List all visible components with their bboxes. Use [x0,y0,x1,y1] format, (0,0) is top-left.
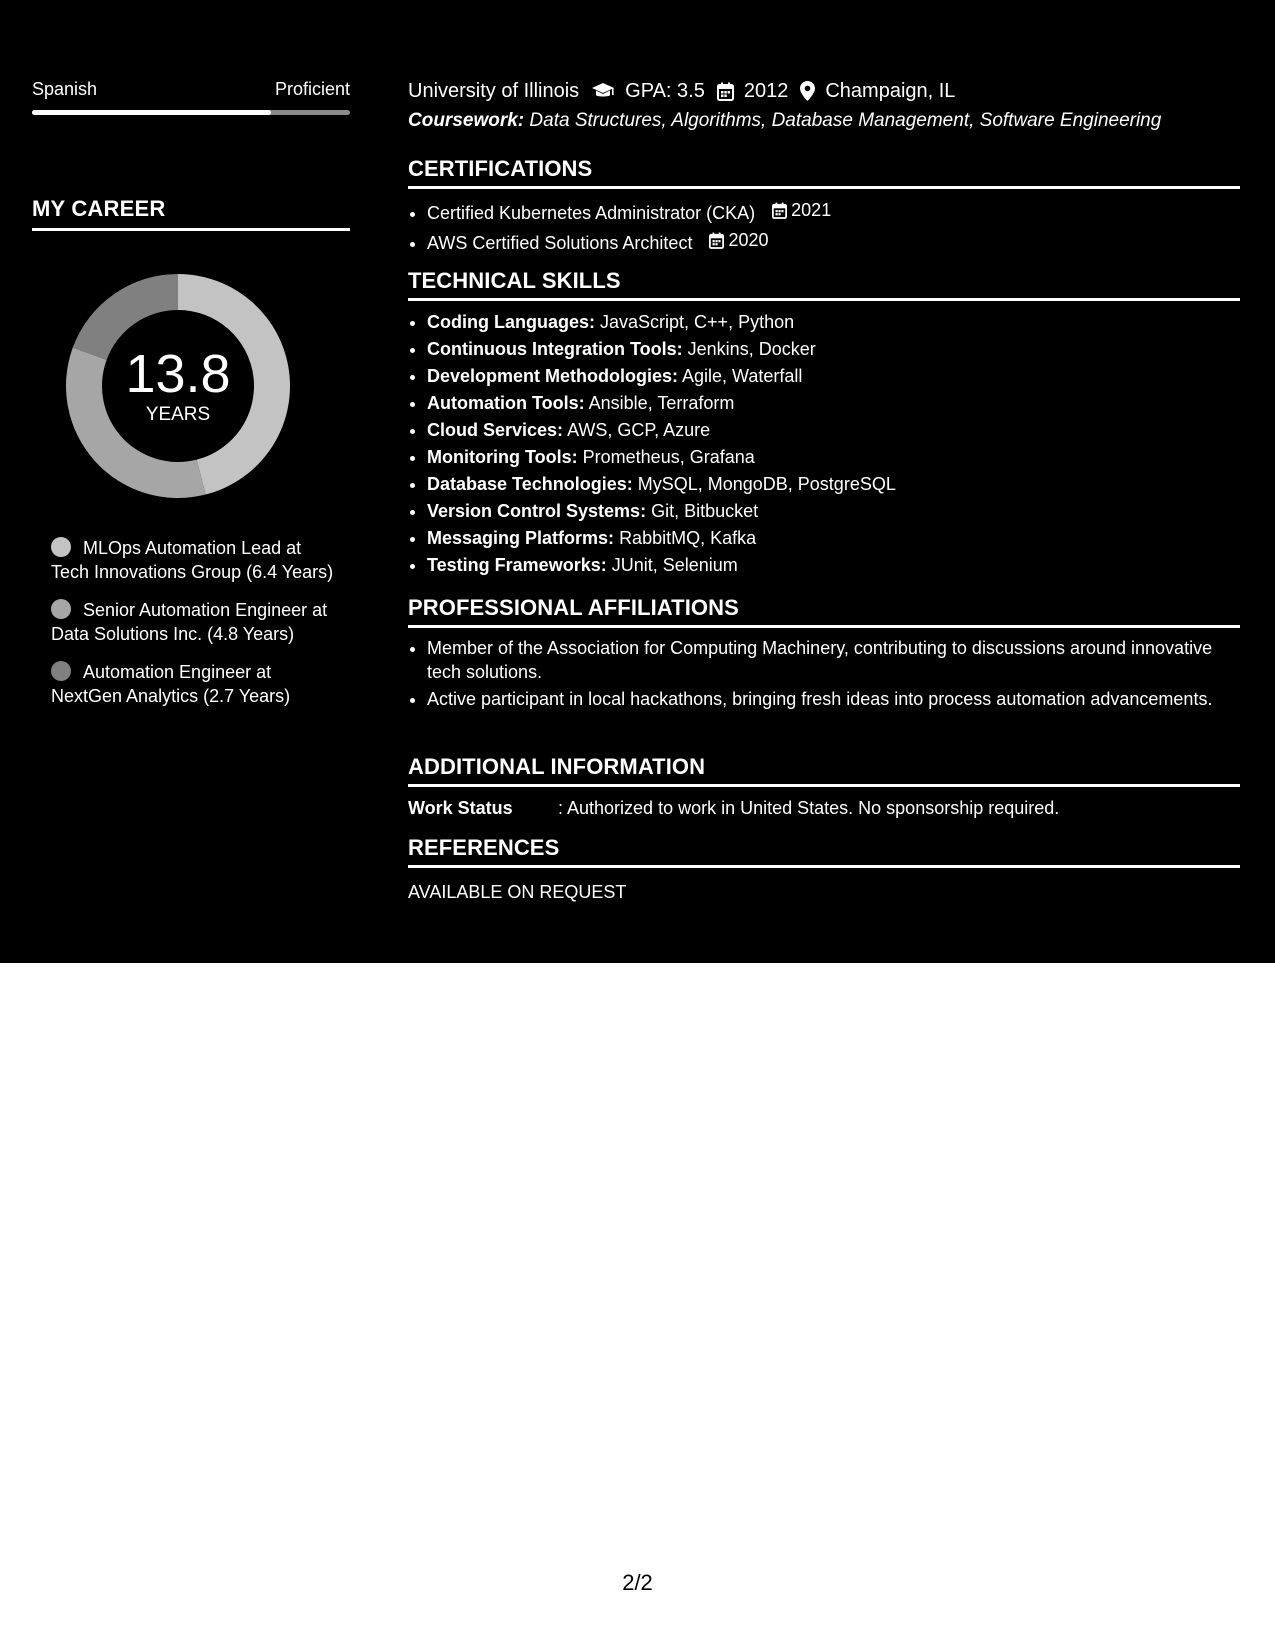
skill-label: Cloud Services: [427,420,564,440]
skill-value: Agile, Waterfall [682,366,803,386]
references-text: AVAILABLE ON REQUEST [408,882,627,902]
skill-value: JavaScript, C++, Python [600,312,795,332]
coursework-label: Coursework: [408,110,525,131]
career-item [51,660,341,708]
career-item-text: Senior Automation Engineer at Data Solutions Inc. (4.8 Years) [51,600,328,644]
affiliations-list [408,636,1240,711]
skill-item [427,552,1240,579]
language-row [32,78,350,100]
calendar-icon [709,232,724,249]
skill-label: Version Control Systems: [427,501,647,521]
certifications-heading: CERTIFICATIONS [408,156,1240,189]
career-legend-dot [51,537,71,557]
technical-skills-section [408,268,1240,579]
graduation-year: 2012 [743,80,789,102]
career-legend-dot [51,661,71,681]
career-legend-dot [51,599,71,619]
skill-value: Ansible, Terraform [588,393,735,413]
skill-value: RabbitMQ, Kafka [619,528,757,548]
additional-info-heading: ADDITIONAL INFORMATION [408,754,1240,787]
total-years-value: 13.8 [125,344,231,404]
skill-item [427,471,1240,498]
career-item [51,536,341,584]
language-name: Spanish [32,79,98,99]
references-section [408,835,1240,904]
career-list [51,536,341,722]
certification-date [772,197,831,224]
certification-name: Certified Kubernetes Administrator (CKA) [427,203,756,223]
calendar-icon [717,82,734,101]
work-status-row [408,796,1240,820]
skill-item [427,336,1240,363]
donut-center [66,274,290,498]
affiliation-item: • Member of the Association for Computing Machinery, contributing to discussions around innovative tech solutions. [427,636,1240,684]
school-name: University of Illinois [408,80,580,102]
skill-label: Development Methodologies: [427,366,679,386]
skill-value: MySQL, MongoDB, PostgreSQL [637,474,896,494]
certifications-list [408,197,1240,257]
skill-label: Messaging Platforms: [427,528,615,548]
skill-value: JUnit, Selenium [611,555,738,575]
career-item [51,598,341,646]
additional-info-section [408,754,1240,820]
affiliations-section [408,595,1240,714]
skill-value: Jenkins, Docker [687,339,816,359]
affiliation-item: • Active participant in local hackathons, bringing fresh ideas into process automation advancements. [427,687,1240,711]
career-donut-chart [66,274,290,498]
certifications-section [408,156,1240,257]
work-status-value: : Authorized to work in United States. No sponsorship required. [558,798,1060,818]
skill-item [427,309,1240,336]
education-line [408,78,1240,104]
skill-item [427,444,1240,471]
certification-name: AWS Certified Solutions Architect [427,233,693,253]
technical-skills-list [408,309,1240,579]
certification-item [427,197,1240,227]
skill-item [427,417,1240,444]
career-item-text: MLOps Automation Lead at Tech Innovations Group (6.4 Years) [51,538,334,582]
location-pin-icon [800,81,815,101]
skill-item [427,390,1240,417]
career-heading: MY CAREER [32,196,350,231]
language-proficiency-fill [32,110,271,115]
skill-item [427,525,1240,552]
skill-value: Prometheus, Grafana [582,447,755,467]
technical-skills-heading: TECHNICAL SKILLS [408,268,1240,301]
certification-year: 2020 [728,230,769,250]
certification-date [709,227,768,254]
school-location: Champaign, IL [825,80,956,102]
coursework-line [408,108,1240,134]
calendar-icon [772,202,787,219]
gpa: GPA: 3.5 [625,80,705,102]
language-level: Proficient [274,79,350,99]
graduation-cap-icon [591,82,615,100]
certification-item [427,227,1240,257]
work-status-label: Work Status [408,798,513,818]
skill-label: Automation Tools: [427,393,585,413]
total-years-unit: YEARS [145,404,211,425]
affiliations-heading: PROFESSIONAL AFFILIATIONS [408,595,1240,628]
language-proficiency-bar [32,110,350,115]
skill-label: Continuous Integration Tools: [427,339,683,359]
skill-item [427,498,1240,525]
references-heading: REFERENCES [408,835,1240,868]
main-column [408,78,1240,902]
skill-label: Database Technologies: [427,474,633,494]
sidebar [32,78,350,706]
career-item-text: Automation Engineer at NextGen Analytics (2.7 Years) [51,662,291,706]
coursework-list: Data Structures, Algorithms, Database Management, Software Engineering [529,110,1162,131]
skill-item [427,363,1240,390]
skill-label: Coding Languages: [427,312,595,332]
skill-label: Testing Frameworks: [427,555,607,575]
skill-value: Git, Bitbucket [651,501,759,521]
certification-year: 2021 [791,200,832,220]
skill-value: AWS, GCP, Azure [567,420,711,440]
page-number: 2/2 [622,1570,653,1595]
skill-label: Monitoring Tools: [427,447,578,467]
